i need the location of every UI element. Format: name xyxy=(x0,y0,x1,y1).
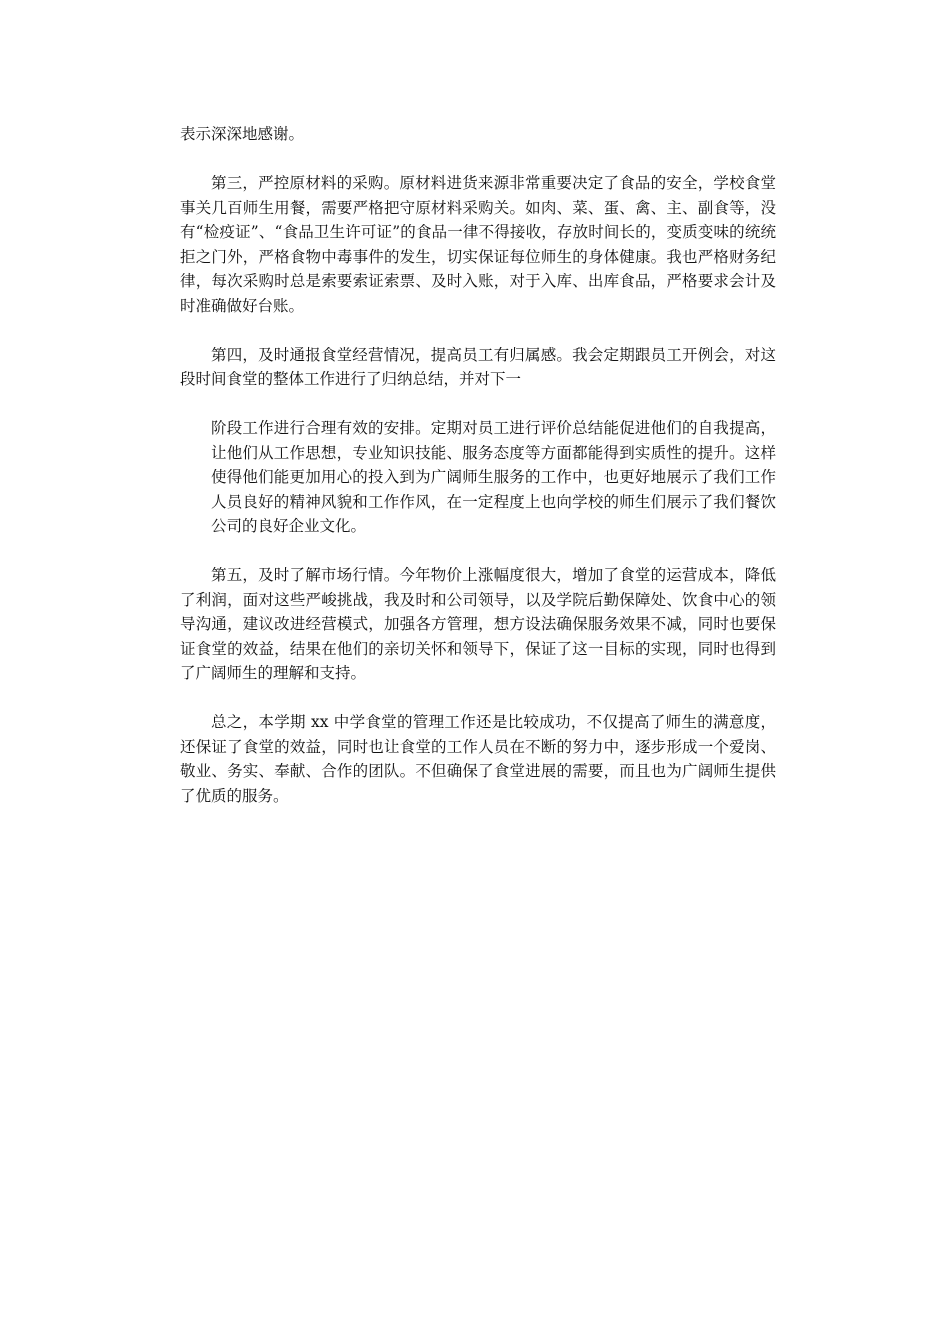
paragraph-third-point: 第三，严控原材料的采购。原材料进货来源非常重要决定了食品的安全，学校食堂事关几百师生用餐，需要严格把守原材料采购关。如肉、菜、蛋、禽、主、副食等，没有“检疫证”、“食品卫生许可证”的食品一律不得接收，存放时间长的，变质变味的统统拒之门外，严格食物中毒事件的发生，切实保证每位师生的身体健康。我也严格财务纪律，每次采购时总是索要索证索票、及时入账，对于入库、出库食品，严格要求会计及时准确做好台账。 xyxy=(180,174,776,315)
paragraph-fourth-point-continued: 阶段工作进行合理有效的安排。定期对员工进行评价总结能促进他们的自我提高，让他们从工作思想，专业知识技能、服务态度等方面都能得到实质性的提升。这样使得他们能更加用心的投入到为广阔师生服务的工作中，也更好地展示了我们工作人员良好的精神风貌和工作作风，在一定程度上也向学校的师生们展示了我们餐饮公司的良好企业文化。 xyxy=(211,419,776,535)
document-body xyxy=(180,122,776,833)
paragraph-fourth-point: 第四，及时通报食堂经营情况，提高员工有归属感。我会定期跟员工开例会，对这段时间食堂的整体工作进行了归纳总结，并对下一 xyxy=(180,345,776,388)
paragraph-closing-thanks: 表示深深地感谢。 xyxy=(180,125,305,143)
paragraph-summary: 总之，本学期 xx 中学食堂的管理工作还是比较成功，不仅提高了师生的满意度，还保证了食堂的效益，同时也让食堂的工作人员在不断的努力中，逐步形成一个爱岗、敬业、务实、奉献、合作的团队。不但确保了食堂进展的需要，而且也为广阔师生提供了优质的服务。 xyxy=(180,713,776,805)
paragraph-fifth-point: 第五，及时了解市场行情。今年物价上涨幅度很大，增加了食堂的运营成本，降低了利润，面对这些严峻挑战，我及时和公司领导，以及学院后勤保障处、饮食中心的领导沟通，建议改进经营模式，加强各方管理，想方设法确保服务效果不减，同时也要保证食堂的效益，结果在他们的亲切关怀和领导下，保证了这一目标的实现，同时也得到了广阔师生的理解和支持。 xyxy=(180,566,776,682)
